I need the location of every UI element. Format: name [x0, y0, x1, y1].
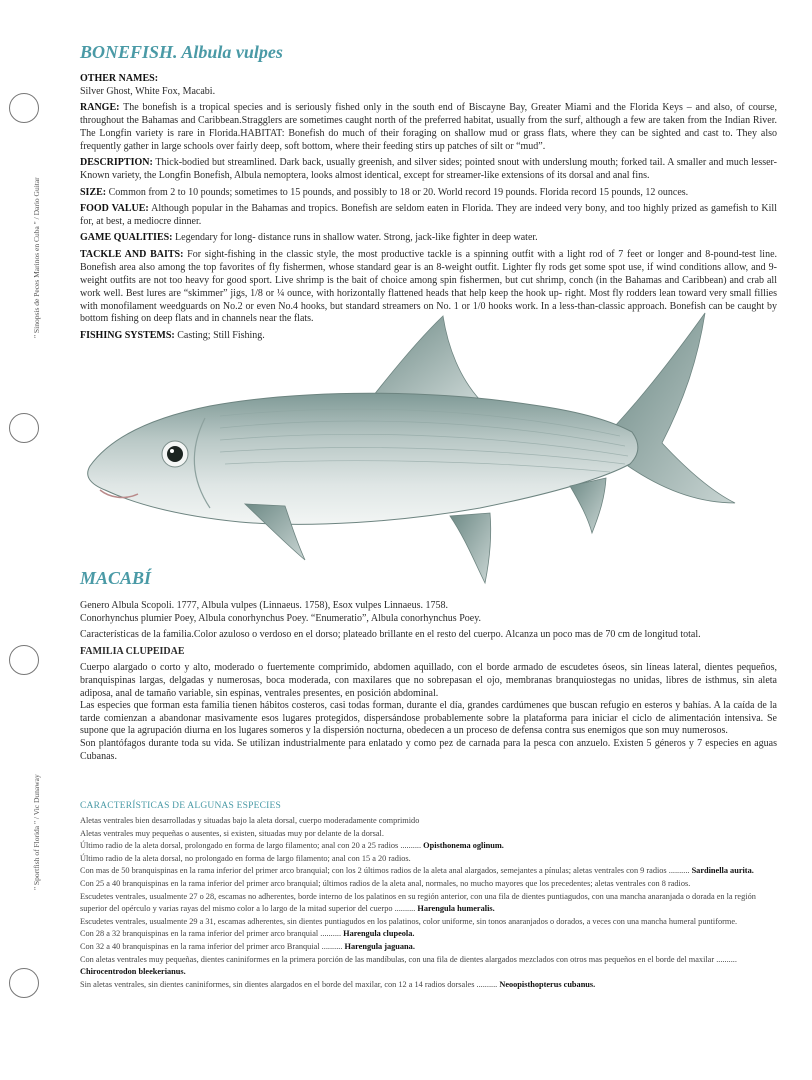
pelvic-fin [450, 513, 491, 583]
description-text: Thick-bodied but streamlined. Dark back, usually greenish, and silver sides; pointed snout with underslung mouth; forked tail. A smaller and much lesser-Known variety, the Longfin Bonefish, Albula nemoptera, looks almost identical, except for streamer-like extensions of its dorsal and anal fins. [80, 157, 777, 182]
species-line: Aletas ventrales muy pequeñas o ausentes, si existen, situadas muy por delante de la dorsal. [80, 828, 384, 838]
species-line: Último radio de la aleta dorsal, prolongado en forma de largo filamento; anal con 20 a 25 radios .......... Opisthonema oglinum. [80, 841, 504, 851]
other-names-paragraph [80, 73, 777, 99]
tail-fin [615, 313, 735, 503]
side-credit-top: " Sinopsis de Peces Marinos en Cuba " / Dario Guitar [32, 177, 41, 338]
description-label: DESCRIPTION: [80, 157, 153, 169]
genero-text: Genero Albula Scopoli. 1777, Albula vulpes (Linnaeus. 1758), Esox vulpes Linnaeus. 1758. [80, 600, 449, 611]
caracteristicas-paragraph: Características de la familia.Color azuloso o verdoso en el dorso; plateado brillante en el resto del cuerpo. Alcanza un poco mas de 70 cm de longitud total. [80, 629, 701, 641]
species-line: Escudetes ventrales, usualmente 29 a 31, escamas adherentes, sin dientes puntiagudos en los palatinos, color uniforme, sin tonos anaranjados o dorados, a veces con una mancha humeral puntiforme. [80, 916, 738, 926]
genero-line [80, 600, 777, 625]
spanish-paragraph-1: Cuerpo alargado o corto y alto, moderado o fuertemente comprimido, abdomen aquillado, con el borde armado de escudetes óseos, sin líneas lateral, dientes pequeños, branquispinas largas, delgadas y numerosas, boca moderada, con maxilares que no sobrepasan el ojo, membranas branquiostegas no unidas, libres de isthmus, sin aleta adiposa, anal de tamaño variable, sin espinas, ventrales presentes, en posición abdominal. [80, 662, 777, 699]
other-names-text: Silver Ghost, White Fox, Macabi. [80, 85, 216, 97]
range-label: RANGE: [80, 102, 120, 114]
systems-label: FISHING SYSTEMS: [80, 329, 175, 341]
dorsal-fin [370, 316, 480, 400]
species-line: Sin aletas ventrales, sin dientes caniniformes, sin dientes alargados en el borde del maxilar, con 12 a 14 radios dorsales .......... Neoopisthopterus cubanus. [80, 979, 596, 989]
range-text: The bonefish is a tropical species and is seriously fished only in the south end of Biscayne Bay, Greater Miami and the Florida Keys – and also, of course, throughout the Bahamas and Caribbean.Stragglers are sometimes caught north of the preferred habitat, usually from the surf, although a few are taken from the Indian River. The Longfin variety is rare in Florida.HABITAT: Bonefish do much of their foraging on shallow mud or grass flats, where they can be sighted and cast to. They also frequently gather in large schools over fairly deep, soft bottom, where their feeding stirs up patches of silt or “mud”. [80, 102, 777, 153]
species-line: Escudetes ventrales, usualmente 27 o 28, escamas no adherentes, borde interno de los palatinos en su región anterior, con una fila de dientes puntiagudos, con una mancha anaranjada o dorada en la región superior del opérculo y varias rayas del mismo color a lo largo de la mitad superior del cuerpo .......... Harengula humeralis. [80, 891, 756, 914]
size-text: Common from 2 to 10 pounds; sometimes to 15 pounds, and possibly to 18 or 20. World record 19 pounds. Florida record 15 pounds, 12 ounces. [108, 186, 689, 198]
binder-hole-2 [9, 413, 39, 443]
spanish-body [80, 600, 777, 767]
binder-hole-4 [9, 968, 39, 998]
size-paragraph [80, 187, 777, 200]
species-line: Con 25 a 40 branquispinas en la rama inferior del primer arco branquial; últimos radios de la aleta anal, normales, no mucho mayores que los precedentes; aletas ventrales con 8 radios. [80, 878, 691, 888]
species-line: Con mas de 50 branquispinas en la rama inferior del primer arco branquial; con los 2 últimos radios de la aleta anal alargados, semejantes a pínulas; aletas ventrales con 9 radios .......... Sardinella aurita. [80, 866, 754, 876]
english-body [80, 73, 777, 346]
food-text: Although popular in the Bahamas and tropics. Bonefish are seldom eaten in Florida. They are indeed very bony, and too highly prized as gamefish to Kill for, at best, a mediocre dinner. [80, 203, 777, 228]
food-paragraph [80, 203, 777, 229]
tackle-label: TACKLE AND BAITS: [80, 248, 184, 260]
tackle-text: For sight-fishing in the classic style, the most productive tackle is a spinning outfit with a light rod of 7 feet or longer and 8-pound-test line. Bonefish area also among the top favorites of fly fishermen, whose standard gear is an 8-weight outfit. Lighter fly rods get some spot use, if wind conditions allow, and 9-weight outfits are not too heavy for good sport. Live shrimp is the bait of choice among spin fishermen, but cut shrimp, conch (in the Bahamas and Caribbean) and crab all work well. Best lures are “skimmer” jigs, 1/8 or ¼ ounce, with horizontally flattened heads that help keep the hook up- right. Most fly rodders lean toward very small fillies with monofilament weedguards on No.2 or even No.4 hooks, but standard streamers on No. 1 or 1/0 hooks work. In a less-than-classic approach. Bonefish can be caught by bottom fishing on deep flats and in channels near the flats. [80, 248, 778, 325]
game-paragraph [80, 232, 777, 245]
binder-hole-1 [9, 93, 39, 123]
species-line: Con aletas ventrales muy pequeñas, dientes caniniformes en la primera porción de las mandíbulas, con una fila de dientes alargados mezclados con otros mas pequeños en el borde del maxilar .......... Chirocentrodon bleekerianus. [80, 954, 737, 977]
game-label: GAME QUALITIES: [80, 232, 173, 244]
familia-heading: FAMILIA CLUPEIDAE [80, 645, 185, 657]
size-label: SIZE: [80, 186, 107, 198]
side-credit-bottom: " Sportfish of Florida " / Vic Dunaway [32, 774, 41, 890]
spanish-title: MACABÍ [80, 568, 152, 588]
species-line: Aletas ventrales bien desarrolladas y situadas bajo la aleta dorsal, cuerpo moderadamente comprimido [80, 816, 420, 825]
anal-fin [570, 478, 606, 533]
other-names-label: OTHER NAMES: [80, 73, 159, 84]
species-line: Último radio de la aleta dorsal, no prolongado en forma de largo filamento; anal con 15 a 20 radios. [80, 853, 411, 863]
english-title: BONEFISH. Albula vulpes [80, 42, 283, 62]
species-list [80, 815, 777, 991]
conorhynchus-text: Conorhynchus plumier Poey, Albula conorhynchus Poey. “Enumeratio”, Albula conorhynchus Poey. [80, 612, 482, 624]
binder-hole-3 [9, 645, 39, 675]
food-label: FOOD VALUE: [80, 203, 149, 215]
spanish-paragraph-2: Las especies que forman esta familia tienen hábitos costeros, casi todas forman, durante el día, grandes cardúmenes que buscan refugio en esteros y bahías. A la caída de la tarde comienzan a abandonar masivamente esos lugares protegidos, dispersándose probablemente sobre la plataforma para iniciar el ciclo de alimentación intensiva. Se supone que la agrupación diurna en los lugares someros y la dispersión nocturna, obedecen a un proceso de defensa contra sus enemigos que son muy numerosos. [80, 700, 777, 737]
species-line: Con 32 a 40 branquispinas en la rama inferior del primer arco Branquial .......... Harengula jaguana. [80, 941, 415, 951]
species-line: Con 28 a 32 branquispinas en la rama inferior del primer arco branquial .......... Harengula clupeola. [80, 929, 415, 939]
systems-text: Casting; Still Fishing. [177, 329, 265, 341]
spanish-paragraph-3: Son plantófagos durante toda su vida. Se utilizan industrialmente para enlatado y como pez de carnada para la pesca con anzuelo. Existen 5 géneros y 7 especies en aguas Cubanas. [80, 737, 777, 762]
game-text: Legendary for long- distance runs in shallow water. Strong, jack-like fighter in deep water. [175, 232, 538, 244]
range-paragraph [80, 102, 777, 154]
bonefish-illustration [80, 308, 740, 593]
description-paragraph [80, 157, 777, 183]
species-heading: CARACTERÍSTICAS DE ALGUNAS ESPECIES [80, 801, 281, 811]
